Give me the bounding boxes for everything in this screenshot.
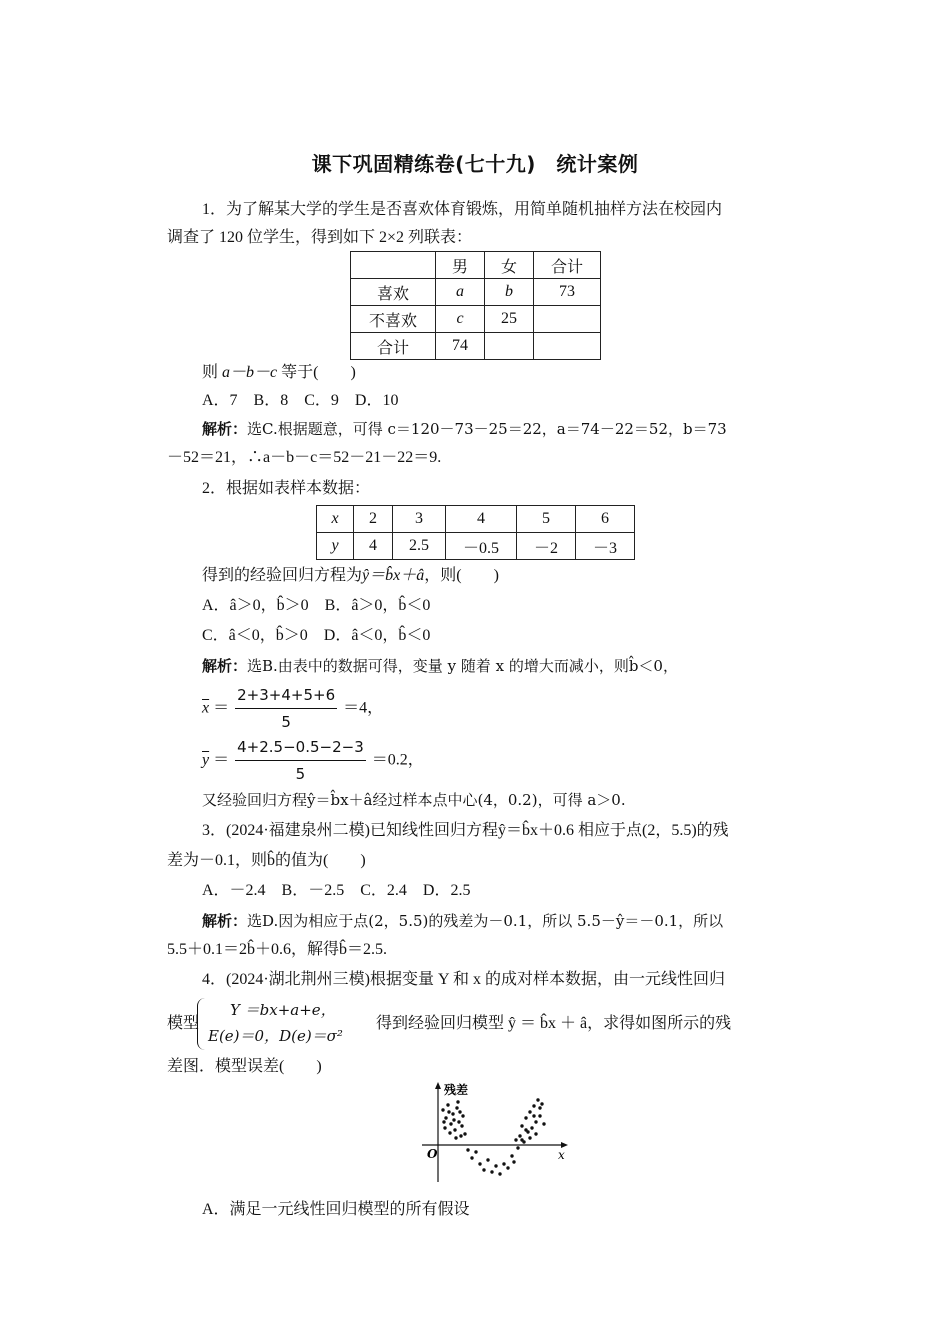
table-cell: 73	[534, 279, 601, 306]
residual-point	[528, 1110, 531, 1113]
q3-solution-line1: 解析：选D.因为相应于点(2，5.5)的残差为－0.1，所以 5.5－ŷ＝－0.1，所以	[202, 912, 724, 930]
residual-point	[524, 1116, 527, 1119]
residual-point	[463, 1132, 466, 1135]
q2-xbar-formula: $\overline{x}$ ＝ $\frac{2+3+4+5+6}{5}$ ＝4，	[202, 686, 384, 731]
residual-point	[516, 1146, 519, 1149]
residual-point	[448, 1131, 451, 1134]
table-cell: 合计	[351, 333, 436, 360]
q1-stem-line2: 调查了 120 位学生，得到如下 2×2 列联表：	[167, 229, 473, 246]
residual-point	[506, 1166, 509, 1169]
q4-system-eq1: Y ＝bx+a+e，	[230, 1001, 336, 1019]
residual-point	[455, 1106, 458, 1109]
table-cell: 6	[576, 506, 635, 533]
q1-options: A．7 B．8 C．9 D．10	[202, 392, 399, 409]
table-cell: c	[436, 306, 485, 333]
table-cell: 3	[393, 506, 446, 533]
residual-point	[446, 1103, 449, 1106]
fraction: $\frac{2+3+4+5+6}{5}$	[237, 686, 336, 731]
residual-point	[453, 1128, 456, 1131]
q4-stem-line3: 差图．模型误差( )	[167, 1058, 322, 1075]
table-cell: 男	[436, 252, 485, 279]
table-cell: y	[317, 533, 354, 560]
table-cell	[534, 333, 601, 360]
residual-point	[454, 1136, 457, 1139]
residual-point	[461, 1114, 464, 1117]
residual-point	[532, 1114, 535, 1117]
residual-point	[520, 1138, 523, 1141]
table-cell	[351, 252, 436, 279]
page-title: 课下巩固精练卷(七十九) 统计案例	[311, 152, 639, 176]
table-cell: 喜欢	[351, 279, 436, 306]
residual-point	[540, 1102, 543, 1105]
residual-point	[451, 1112, 454, 1115]
residual-point	[510, 1154, 513, 1157]
table-row	[317, 533, 635, 560]
q2-data-table	[316, 505, 635, 560]
residual-point	[518, 1134, 521, 1137]
y-axis-label: 残差	[444, 1083, 469, 1097]
residual-point	[542, 1122, 545, 1125]
q2-ybar-formula: $\overline{y}$ ＝ $\frac{4+2.5-0.5-2-3}{5}$ ＝0.2，	[202, 738, 424, 783]
residual-point	[538, 1106, 541, 1109]
table-cell: －2	[517, 533, 576, 560]
residual-point	[530, 1126, 533, 1129]
q2-solution-last: 又经验回归方程ŷ＝b̂x＋â经过样本点中心(4，0.2)，可得 a＞0.	[202, 791, 626, 809]
residual-point	[520, 1124, 523, 1127]
fraction: $\frac{4+2.5-0.5-2-3}{5}$	[237, 738, 364, 783]
q1-solution-line1: 解析：选C.根据题意，可得 c＝120－73－25＝22，a＝74－22＝52，b＝73	[202, 420, 727, 438]
residual-point	[502, 1162, 505, 1165]
residual-point	[498, 1172, 501, 1175]
table-cell: b	[485, 279, 534, 306]
residual-point	[441, 1108, 444, 1111]
table-cell: －0.5	[446, 533, 517, 560]
residual-point	[532, 1104, 535, 1107]
table-cell: 女	[485, 252, 534, 279]
residual-point	[466, 1148, 469, 1151]
q4-stem-line1: 4．(2024·湖北荆州三模)根据变量 Y 和 x 的成对样本数据，由一元线性回归	[202, 971, 725, 988]
table-cell: 4	[446, 506, 517, 533]
table-cell: 合计	[534, 252, 601, 279]
q2-options-ab: A．â＞0，b̂＞0 B．â＞0，b̂＜0	[202, 597, 431, 614]
residual-point	[443, 1126, 446, 1129]
q1-contingency-table	[350, 251, 601, 360]
table-cell: 2	[354, 506, 393, 533]
table-row	[351, 306, 601, 333]
q2-options-cd: C．â＜0，b̂＞0 D．â＜0，b̂＜0	[202, 627, 431, 644]
table-cell: －3	[576, 533, 635, 560]
residual-point	[460, 1124, 463, 1127]
residual-point	[447, 1110, 450, 1113]
residual-point	[490, 1170, 493, 1173]
q4-stem-line2: 得到经验回归模型 ŷ ＝ b̂x ＋ â，求得如图所示的残	[376, 1015, 732, 1032]
residual-point	[442, 1120, 445, 1123]
residual-point	[482, 1168, 485, 1171]
origin-label: O	[427, 1147, 438, 1161]
q2-question: 得到的经验回归方程为ŷ＝b̂x＋â，则( )	[202, 567, 499, 584]
table-header-row	[351, 252, 601, 279]
residual-point	[478, 1162, 481, 1165]
table-cell: 25	[485, 306, 534, 333]
table-cell: 4	[354, 533, 393, 560]
q2-stem: 2．根据如表样本数据：	[202, 480, 371, 497]
q1-solution-line2: －52＝21，∴a－b－c＝52－21－22＝9.	[167, 449, 442, 466]
table-cell: a	[436, 279, 485, 306]
q4-option-a: A．满足一元线性回归模型的所有假设	[202, 1201, 470, 1218]
q3-stem-line2: 差为－0.1，则b̂的值为( )	[167, 852, 366, 869]
residual-point	[459, 1134, 462, 1137]
residual-point	[470, 1156, 473, 1159]
residual-point	[449, 1122, 452, 1125]
residual-point	[512, 1160, 515, 1163]
table-row	[351, 279, 601, 306]
table-cell: x	[317, 506, 354, 533]
residual-plot	[410, 1078, 590, 1188]
residual-point	[474, 1150, 477, 1153]
equation-system-brace	[197, 998, 206, 1050]
x-axis-label: x	[558, 1148, 565, 1162]
q1-question: 则 a－b－c 等于( )	[202, 364, 356, 381]
y-axis-arrow	[435, 1082, 441, 1089]
residual-point	[534, 1132, 537, 1135]
residual-point	[536, 1098, 539, 1101]
residual-point	[494, 1164, 497, 1167]
residual-point	[538, 1114, 541, 1117]
table-row	[351, 333, 601, 360]
q3-solution-line2: 5.5＋0.1＝2b̂＋0.6，解得b̂＝2.5.	[167, 941, 388, 958]
residual-point	[486, 1158, 489, 1161]
table-cell: 不喜欢	[351, 306, 436, 333]
table-row	[317, 506, 635, 533]
residual-point	[458, 1110, 461, 1113]
residual-point	[534, 1120, 537, 1123]
residual-point	[444, 1116, 447, 1119]
table-cell	[534, 306, 601, 333]
q1-stem-line1: 1．为了解某大学的学生是否喜欢体育锻炼，用简单随机抽样方法在校园内	[202, 201, 723, 218]
q3-stem-line1: 3．(2024·福建泉州二模)已知线性回归方程ŷ＝b̂x＋0.6 相应于点(2，5.5)的残	[202, 822, 729, 839]
residual-point	[528, 1136, 531, 1139]
q2-solution-line1: 解析：选B.由表中的数据可得，变量 y 随着 x 的增大而减小，则b̂＜0，	[202, 657, 678, 675]
table-cell: 74	[436, 333, 485, 360]
residual-point	[524, 1128, 527, 1131]
residual-point	[456, 1100, 459, 1103]
table-cell: 5	[517, 506, 576, 533]
table-cell	[485, 333, 534, 360]
q4-system-eq2: E(e)＝0，D(e)＝σ²	[208, 1027, 343, 1045]
residual-point	[514, 1138, 517, 1141]
residual-point	[452, 1118, 455, 1121]
residual-point	[457, 1120, 460, 1123]
q3-options: A．－2.4 B．－2.5 C．2.4 D．2.5	[202, 882, 471, 899]
residual-points	[441, 1098, 545, 1175]
table-cell: 2.5	[393, 533, 446, 560]
q4-model-label: 模型	[167, 1015, 200, 1032]
